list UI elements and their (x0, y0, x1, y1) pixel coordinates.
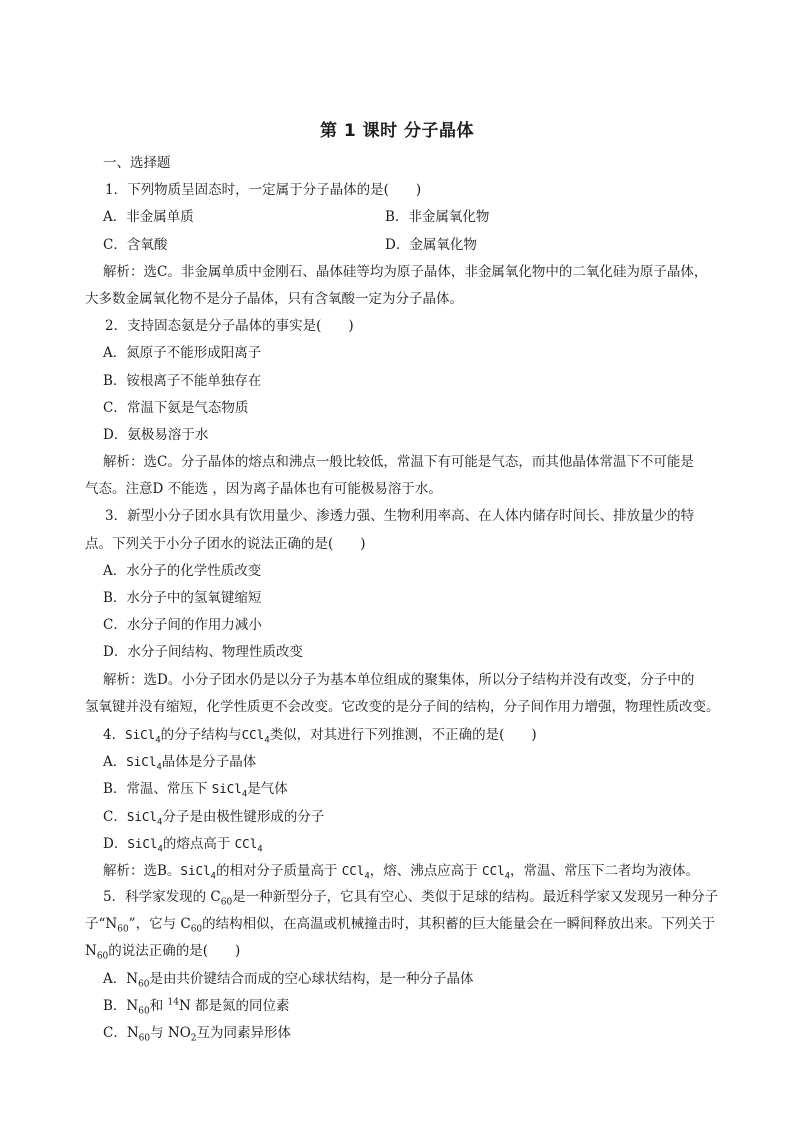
subscript: 2 (190, 1033, 197, 1044)
formula-sicl4 (126, 808, 163, 827)
option-text: A．N (103, 970, 139, 987)
subscript: 4 (504, 871, 511, 882)
q1-analysis-line1: 解析：选C。非金属单质中金刚石、晶体硅等均为原子晶体，非金属氧化物中的二氧化硅为原子晶体， (103, 263, 708, 280)
q4-number: 4． (103, 726, 126, 743)
option-text: 的熔点高于 (162, 835, 235, 852)
q1-option-c: C．含氧酸 (103, 236, 168, 253)
formula-sicl4 (125, 726, 161, 746)
subscript: 60 (138, 1033, 151, 1044)
q1-option-a: A．非金属单质 (103, 209, 194, 226)
formula-text: SiCl (127, 835, 158, 851)
subscript: 4 (257, 844, 263, 855)
formula-text: SiCl (180, 862, 211, 878)
q1-options-row1 (103, 204, 723, 231)
analysis-text: ，常温、常压下二者均为液体。 (510, 862, 700, 879)
superscript: 14 (167, 997, 179, 1008)
q5-option-a (103, 966, 723, 993)
stem-text: 子“N (85, 916, 118, 933)
subscript: 4 (156, 762, 162, 773)
q1-option-d: D．金属氧化物 (385, 236, 477, 253)
stem-text: 的结构相似，在高温或机械撞击时，其积蓄的巨大能量会在一瞬间释放出来。下列关于 (202, 916, 716, 933)
subscript: 60 (117, 924, 129, 935)
question-list (85, 150, 723, 1047)
option-text: 互为同素异形体 (196, 1025, 292, 1041)
analysis-text: 的相对分子质量高于 (215, 862, 342, 879)
subscript: 4 (155, 735, 161, 746)
option-text: N 都是氮的同位素 (178, 997, 290, 1014)
q4-analysis (103, 857, 723, 884)
q5-stem-line1 (103, 884, 723, 911)
q1-analysis-line2: 大多数金属氧化物不是分子晶体，只有含氧酸一定为分子晶体。 (85, 290, 463, 307)
q2-analysis-line2: 气态。注意D 不能选 ，因为离子晶体也有可能极易溶于水。 (85, 481, 442, 498)
option-letter: A． (103, 754, 127, 771)
option-text: B．N (103, 997, 139, 1014)
formula-text: CCl (241, 726, 265, 742)
formula-sicl4 (126, 754, 162, 773)
subscript: 60 (138, 979, 150, 990)
option-text: 晶体是分子晶体 (161, 754, 257, 771)
stem-text: ”，它与 C (128, 916, 191, 933)
q3-analysis-line2: 氢氧键并没有缩短，化学性质更不会改变。它改变的是分子间的结构，分子间作用力增强，物理性质改变。 (85, 698, 720, 715)
option-text: 是气体 (247, 781, 288, 798)
q2-analysis-line1: 解析：选C。分子晶体的熔点和沸点一般比较低，常温下有可能是气态，而其他晶体常温下不可能是 (103, 454, 694, 471)
formula-text: SiCl (126, 808, 157, 824)
q1-stem: 1．下列物质呈固态时，一定属于分子晶体的是( ) (105, 182, 422, 199)
formula-sicl4 (127, 835, 163, 855)
q3-stem-line2: 点。下列关于小分子团水的说法正确的是( ) (85, 535, 366, 552)
q3-option-d: D．水分子间结构、物理性质改变 (103, 644, 303, 661)
q4-stem-text: 类似，对其进行下列推测，不正确的是( ) (269, 726, 537, 743)
q2-option-c: C．常温下氨是气态物质 (103, 399, 249, 416)
q3-analysis-line1: 解析：选D。小分子团水仍是以分子为基本单位组成的聚集体，所以分子结构并没有改变，分子中的 (103, 671, 695, 688)
subscript: 60 (220, 897, 233, 908)
q4-stem-text: 的分子结构与 (160, 726, 242, 743)
q5-stem-line3 (85, 938, 723, 965)
subscript: 4 (264, 735, 270, 746)
stem-text: 是一种新型分子，它具有空心、类似于足球的结构。最近科学家又发现另一种分子 (232, 889, 719, 906)
formula-text: CCl (482, 862, 505, 878)
formula-ccl4 (341, 862, 370, 882)
q2-stem: 2．支持固态氨是分子晶体的事实是( ) (105, 318, 354, 335)
option-text: C．N (103, 1025, 139, 1041)
stem-text: 的说法正确的是( ) (108, 943, 241, 960)
q5-option-b (103, 993, 723, 1020)
q4-option-b (103, 775, 723, 802)
option-text: 与 NO (150, 1025, 191, 1041)
option-letter: D． (103, 835, 128, 852)
formula-sicl4 (211, 781, 248, 800)
formula-ccl4 (482, 862, 511, 882)
q3-option-b: B．水分子中的氢氧键缩短 (103, 590, 262, 606)
formula-text: SiCl (126, 754, 157, 770)
formula-sicl4 (180, 862, 216, 882)
q5-option-c (103, 1020, 723, 1047)
formula-text: SiCl (211, 781, 242, 797)
subscript: 4 (210, 871, 216, 882)
subscript: 4 (156, 817, 163, 827)
subscript: 4 (157, 844, 163, 855)
subscript: 60 (138, 1006, 150, 1017)
stem-text: N (85, 943, 97, 960)
option-letter: C． (103, 808, 127, 825)
page-title: 第 1 课时 分子晶体 (319, 121, 475, 141)
formula-text: CCl (234, 835, 258, 851)
q2-option-d: D．氨极易溶于水 (103, 426, 209, 443)
subscript: 4 (241, 789, 248, 800)
q4-option-a (103, 748, 723, 775)
section-heading: 一、选择题 (103, 155, 171, 171)
analysis-text: ，熔、沸点应高于 (369, 862, 483, 879)
q3-stem-line1: 3．新型小分子团水具有饮用量少、渗透力强、生物利用率高、在人体内储存时间长、排放量少的特 (105, 508, 695, 525)
subscript: 60 (96, 952, 109, 963)
q2-option-a: A．氮原子不能形成阳离子 (103, 345, 262, 362)
q3-option-a: A．水分子的化学性质改变 (103, 562, 262, 579)
formula-text: CCl (341, 862, 365, 878)
q5-stem-line2 (85, 911, 723, 938)
q3-option-c: C．水分子间的作用力减小 (103, 617, 262, 634)
subscript: 4 (364, 871, 370, 882)
q4-option-d (103, 830, 723, 857)
q2-option-b: B．铵根离子不能单独存在 (103, 372, 262, 389)
option-text: B．常温、常压下 (103, 781, 212, 798)
q1-options-row2 (103, 232, 723, 259)
formula-ccl4 (234, 835, 263, 855)
q4-stem (103, 721, 723, 748)
option-text: 分子是由极性键形成的分子 (162, 808, 325, 825)
formula-text: SiCl (125, 726, 156, 742)
stem-text: 5．科学家发现的 C (103, 889, 221, 906)
formula-ccl4 (241, 726, 270, 746)
q4-option-c (103, 803, 723, 830)
analysis-text: 解析：选B。 (103, 862, 181, 879)
subscript: 60 (190, 924, 203, 935)
option-text: 和 (149, 997, 168, 1014)
option-text: 是由共价键结合而成的空心球状结构，是一种分子晶体 (149, 970, 474, 987)
q1-option-b: B．非金属氧化物 (385, 209, 490, 226)
